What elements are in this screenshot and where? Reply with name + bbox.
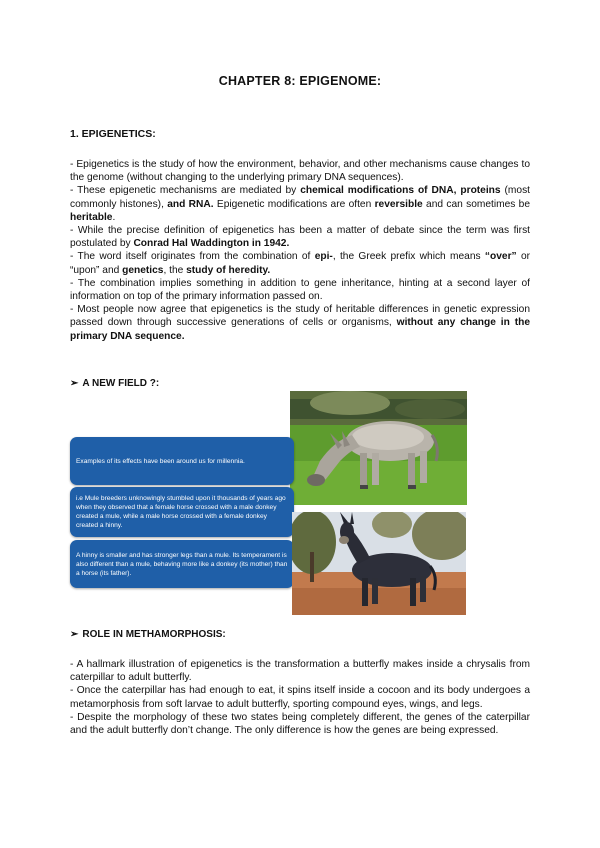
- text-run: or “upon” and: [70, 251, 531, 276]
- text-run: - While the precise definition of epigenetics has been a matter of debate since the term was first postulated by: [70, 225, 530, 250]
- epigenetics-paragraphs: [70, 158, 530, 343]
- info-box-millennia: [70, 437, 294, 485]
- bold-run: epi-: [314, 251, 333, 263]
- paragraph-origin: [70, 250, 530, 276]
- paragraph-agreement: [70, 303, 530, 343]
- info-box-mule-breeders: [70, 487, 294, 537]
- text-run: and can sometimes be: [422, 198, 531, 210]
- text-run: (most commonly histones),: [70, 185, 530, 210]
- arrow-bullet-icon: ➢: [70, 629, 79, 640]
- paragraph-combination: - The combination implies something in addition to gene inheritance, hinting at a second layer of information on top of the primary information passed on.: [70, 277, 530, 303]
- text-run: , the: [163, 264, 187, 276]
- section-heading-epigenetics: 1. EPIGENETICS:: [70, 128, 156, 140]
- paragraph-morphology: - Despite the morphology of these two states being completely different, the genes of the caterpillar and the adult butterfly don’t change. The only difference is how the genes are being expressed.: [70, 711, 530, 737]
- bold-run: Conrad Hal Waddington in 1942.: [133, 238, 290, 250]
- bold-run: without any change in the primary DNA sequence.: [70, 317, 530, 342]
- info-box-hinny: [70, 540, 294, 588]
- paragraph-cocoon: - Once the caterpillar has had enough to eat, it spins itself inside a cocoon and its body undergoes a metamorphosis from soft larvae to adult butterfly, sporting compound eyes, wings, and legs.: [70, 685, 530, 710]
- arrow-bullet-icon: ➢: [70, 378, 79, 389]
- bold-run: and RNA.: [167, 198, 214, 210]
- heading-text: ROLE IN METHAMORPHOSIS:: [82, 629, 226, 640]
- bold-run: heritable: [70, 211, 113, 223]
- bold-run: study of heredity.: [186, 264, 271, 276]
- grazing-animal-photo: [290, 391, 467, 505]
- section-heading-metamorphosis: [70, 629, 226, 640]
- text-run: - These epigenetic mechanisms are mediated by: [70, 185, 301, 197]
- info-box-text: A hinny is smaller and has stronger legs than a mule. Its temperament is also different than a mule, behaving more like a donkey (its mother) than a horse (its father).: [76, 551, 288, 577]
- standing-hinny-photo: [292, 512, 466, 615]
- bold-run: chemical modifications of DNA, proteins: [300, 185, 501, 197]
- text-run: - Most people now agree that epigenetics is the study of heritable differences in genetic expression passed down through successive generations of cells or organisms,: [70, 304, 530, 329]
- section-heading-new-field: [70, 378, 159, 389]
- paragraph-definition: - Epigenetics is the study of how the environment, behavior, and other mechanisms cause changes to the genome (without changing to the underlying primary DNA sequences).: [70, 159, 530, 184]
- chapter-title: CHAPTER 8: EPIGENOME:: [218, 74, 382, 88]
- bold-run: “over”: [484, 251, 517, 263]
- paragraph-waddington: [70, 224, 530, 250]
- info-box-text: i.e Mule breeders unknowingly stumbled upon it thousands of years ago when they observed that a female horse crossed with a male donkey created a mule, while a male horse crossed with a female donkey created a hinny.: [76, 495, 286, 529]
- text-run: Epigenetic modifications are often: [213, 198, 375, 210]
- paragraph-mechanisms: [70, 184, 530, 224]
- heading-text: A NEW FIELD ?:: [82, 378, 160, 389]
- info-box-text: Examples of its effects have been around us for millennia.: [76, 457, 245, 465]
- bold-run: reversible: [374, 198, 423, 210]
- text-run: - The word itself originates from the combination of: [70, 251, 315, 263]
- text-run: .: [112, 211, 116, 223]
- bold-run: genetics: [122, 264, 164, 276]
- paragraph-butterfly: - A hallmark illustration of epigenetics is the transformation a butterfly makes inside a chrysalis from caterpillar to adult butterfly.: [70, 659, 530, 684]
- text-run: , the Greek prefix which means: [332, 251, 485, 263]
- metamorphosis-paragraphs: [70, 658, 530, 737]
